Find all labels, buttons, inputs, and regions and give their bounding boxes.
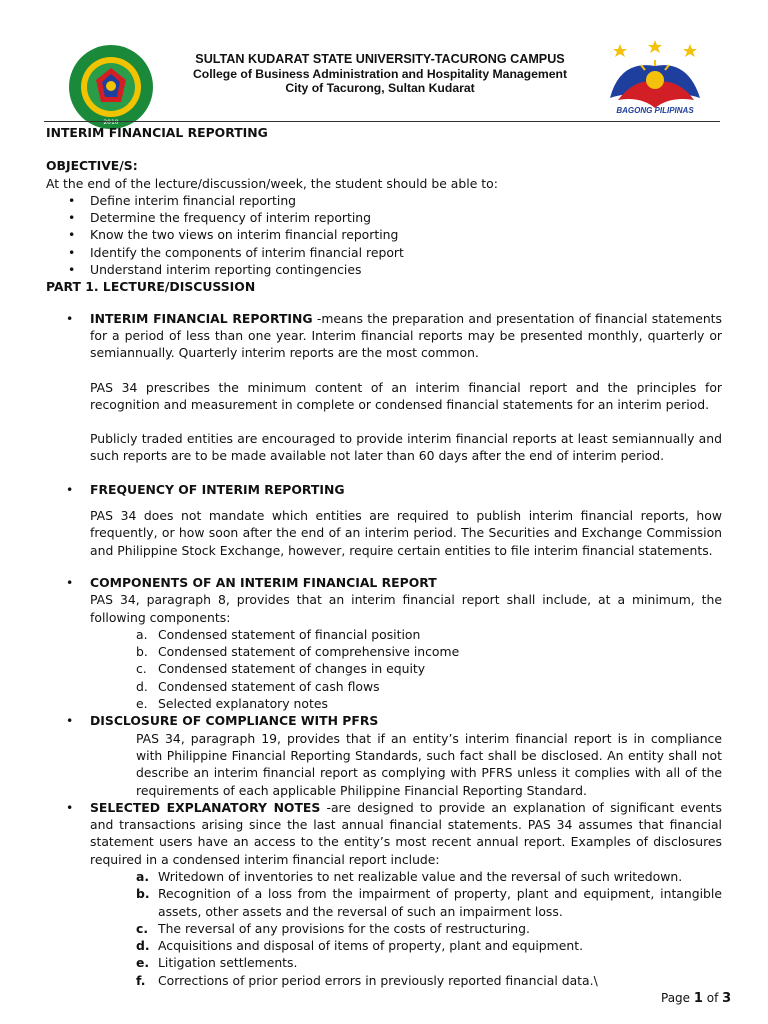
- objective-item: • Understand interim reporting contingencies: [68, 261, 722, 278]
- list-item: a. Condensed statement of financial position: [136, 626, 421, 642]
- section-lead-text: -are designed to provide an explanation of significant events and transactions arising since the last annual financial statements. PAS 34 assumes that financial statement users have an access to the entity’s most recent annual report. Examples of disclosures required in a condensed interim financial report include:: [90, 799, 722, 867]
- list-item: d. Condensed statement of cash flows: [136, 678, 380, 694]
- university-name: SULTAN KUDARAT STATE UNIVERSITY-TACURONG CAMPUS: [195, 52, 565, 66]
- section-paragraph: PAS 34, paragraph 8, provides that an interim financial report shall include, at a minimum, the following components:: [90, 592, 722, 625]
- objectives-heading: OBJECTIVE/S:: [46, 158, 138, 174]
- disclosures-list: [136, 868, 722, 989]
- section-interim-reporting: • INTERIM FINANCIAL REPORTING -means the preparation and presentation of financial statements for a period of less than one year. Interim financial reports may be presented monthly, quarterly or semiannually. Quarterly interim reports are the most common. PAS 34 prescribes the minimum content of an interim financial report and the principles for recognition and measurement in complete or condensed financial statements for an interim period. Publicly traded entities are encouraged to provide interim financial reports at least semiannually and such reports are to be made available not later than 60 days after the end of interim period.: [66, 310, 722, 464]
- document-title: INTERIM FINANCIAL REPORTING: [46, 125, 268, 140]
- objective-item: • Determine the frequency of interim reporting: [68, 209, 722, 226]
- section-heading: INTERIM FINANCIAL REPORTING: [90, 310, 313, 326]
- section-explanatory-notes: • SELECTED EXPLANATORY NOTES -are designed to provide an explanation of significant events and transactions arising since the last annual financial statements. PAS 34 assumes that financial statement users have an access to the entity’s most recent annual report. Examples of disclosures required in a condensed interim financial report include: a. Writedown of inventories to net realizable value and the reversal of such writedown. b. Recognition of a loss from the impairment of property, plant and equipment, intangible assets, other assets and the reversal of such an impairment loss. c. The reversal of any provisions for the costs of restructuring. d. Acquisitions and disposal of items of property, plant and equipment. e. Litigation settlements. f. Corrections of prior period errors in previously reported financial data.\: [66, 799, 722, 988]
- list-item: c. The reversal of any provisions for the costs of restructuring.: [136, 920, 530, 936]
- header-rule: [44, 121, 720, 122]
- list-item: e. Litigation settlements.: [136, 955, 298, 971]
- objectives-list: [68, 192, 722, 278]
- list-item: d. Acquisitions and disposal of items of property, plant and equipment.: [136, 938, 584, 954]
- list-item: c. Condensed statement of changes in equity: [136, 661, 426, 677]
- section-paragraph: PAS 34, paragraph 19, provides that if an entity’s interim financial report is in compliance with Philippine Financial Reporting Standards, such fact shall be disclosed. An entity shall not describe an interim financial report as complying with PFRS unless it complies with all of the requirements of each applicable Philippine Financial Reporting Standard.: [136, 730, 722, 798]
- objective-item: • Know the two views on interim financial reporting: [68, 226, 722, 243]
- list-item: a. Writedown of inventories to net realizable value and the reversal of such writedown.: [136, 868, 683, 884]
- page-label: Page: [661, 991, 691, 1005]
- page-number: 1: [693, 991, 703, 1006]
- list-item: b. Condensed statement of comprehensive income: [136, 644, 460, 660]
- document-body: [46, 124, 722, 989]
- page-footer: [661, 991, 731, 1006]
- page-total: 3: [722, 991, 732, 1006]
- section-paragraph: Publicly traded entities are encouraged to provide interim financial reports at least semiannually and such reports are to be made available not later than 60 days after the end of interim period.: [90, 431, 722, 464]
- college-name: College of Business Administration and Hospitality Management: [192, 67, 568, 81]
- section-heading: DISCLOSURE OF COMPLIANCE WITH PFRS: [90, 713, 379, 729]
- objectives-intro: At the end of the lecture/discussion/week, the student should be able to:: [46, 175, 498, 191]
- svg-text:2010: 2010: [103, 119, 119, 126]
- list-item: b. Recognition of a loss from the impairment of property, plant and equipment, intangible assets, other assets and the reversal of such an impairment loss.: [136, 886, 722, 919]
- of-label: of: [706, 991, 719, 1005]
- objective-item: • Define interim financial reporting: [68, 192, 722, 209]
- list-item: f. Corrections of prior period errors in previously reported financial data.\: [136, 972, 598, 988]
- section-heading: FREQUENCY OF INTERIM REPORTING: [90, 481, 345, 497]
- part-heading: PART 1. LECTURE/DISCUSSION: [46, 279, 256, 295]
- letterhead: [40, 38, 728, 126]
- section-paragraph: PAS 34 prescribes the minimum content of an interim financial report and the principles for recognition and measurement in complete or condensed financial statements for an interim period.: [90, 379, 722, 412]
- section-lead-text: -means the preparation and presentation of financial statements for a period of less than one year. Interim financial reports may be presented monthly, quarterly or semiannually. Quarterly interim reports are the most common.: [90, 310, 722, 361]
- components-list: [136, 626, 722, 712]
- university-seal-logo: [68, 44, 154, 130]
- section-heading: SELECTED EXPLANATORY NOTES: [90, 799, 321, 815]
- section-components: • COMPONENTS OF AN INTERIM FINANCIAL REPORT PAS 34, paragraph 8, provides that an interim financial report shall include, at a minimum, the following components: a. Condensed statement of financial position b. Condensed statement of comprehensive income c. Condensed statement of changes in equity d. Condensed statement of cash flows e. Selected explanatory notes: [66, 574, 722, 712]
- section-frequency: • FREQUENCY OF INTERIM REPORTING PAS 34 does not mandate which entities are required to publish interim financial reports, how frequently, or how soon after the end of an interim period. The Securities and Exchange Commission and Philippine Stock Exchange, however, require certain entities to file interim financial statements.: [66, 481, 722, 558]
- section-compliance: • DISCLOSURE OF COMPLIANCE WITH PFRS PAS 34, paragraph 19, provides that if an entity’s interim financial report is in compliance with Philippine Financial Reporting Standards, such fact shall be disclosed. An entity shall not describe an interim financial report as complying with PFRS unless it complies with all of the requirements of each applicable Philippine Financial Reporting Standard.: [66, 713, 722, 798]
- objective-item: • Identify the components of interim financial report: [68, 244, 722, 261]
- campus-location: City of Tacurong, Sultan Kudarat: [285, 81, 475, 95]
- list-item: e. Selected explanatory notes: [136, 696, 328, 712]
- section-heading: COMPONENTS OF AN INTERIM FINANCIAL REPORT: [90, 574, 437, 590]
- section-paragraph: PAS 34 does not mandate which entities are required to publish interim financial reports, how frequently, or how soon after the end of an interim period. The Securities and Exchange Commission and Philippine Stock Exchange, however, require certain entities to file interim financial statements.: [90, 508, 722, 558]
- bagong-pilipinas-caption: BAGONG PILIPINAS: [616, 106, 694, 115]
